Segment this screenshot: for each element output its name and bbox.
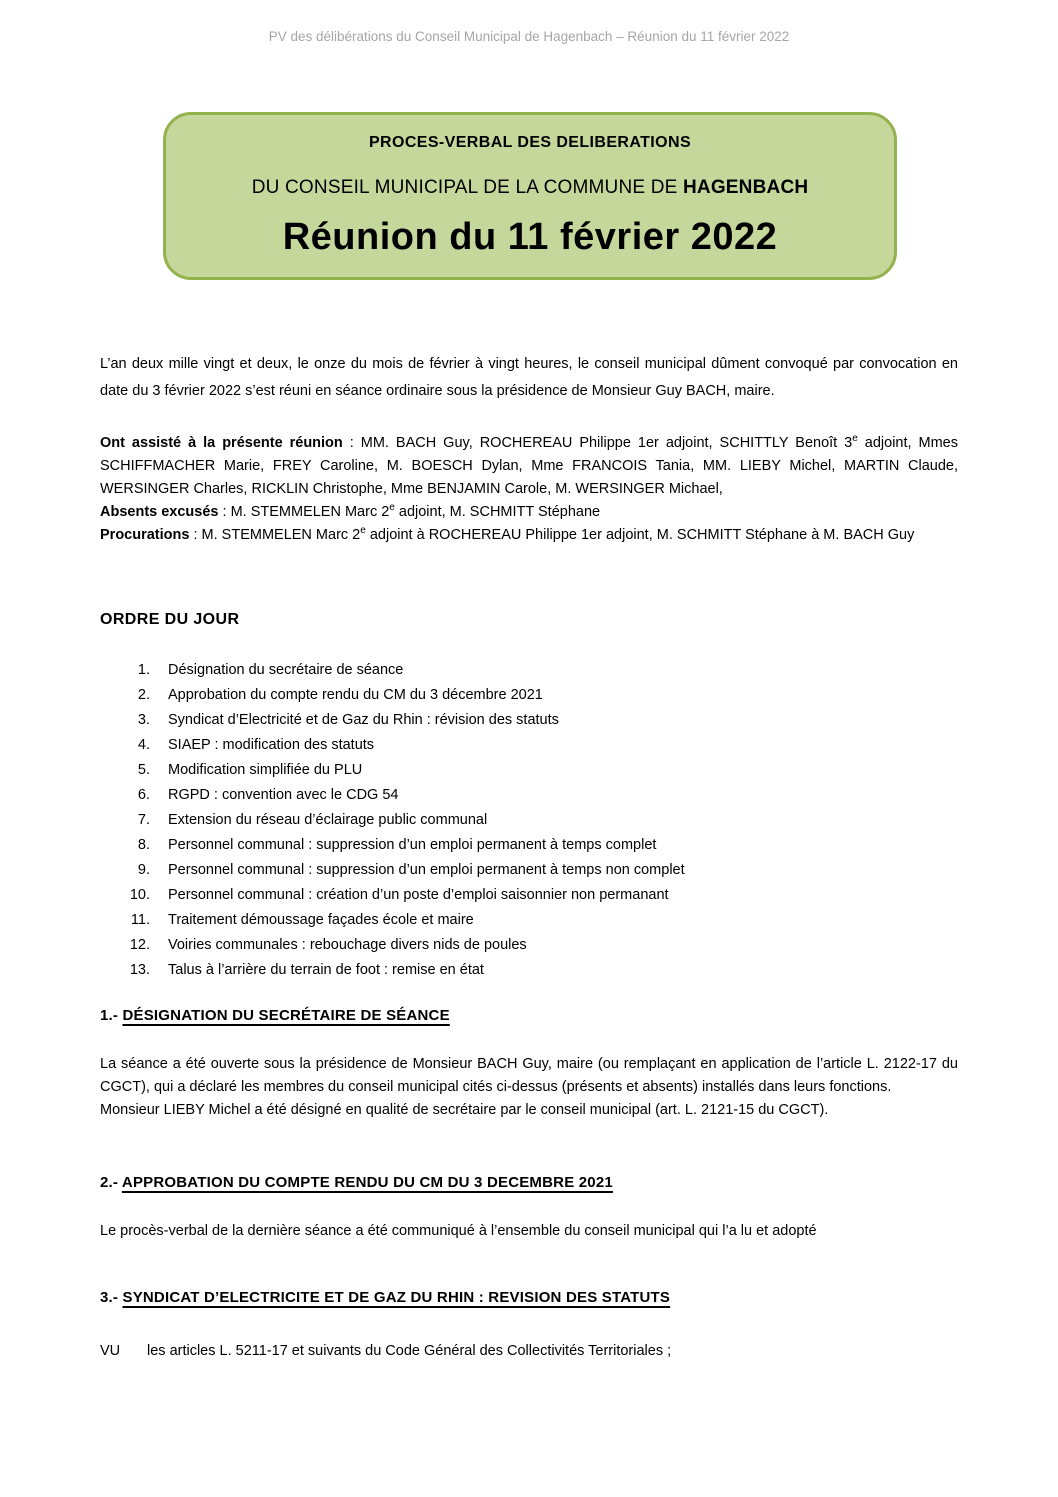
section-1-heading bbox=[100, 1006, 958, 1026]
agenda-item-text: Personnel communal : création d’un poste d’emploi saisonnier non permanant bbox=[168, 887, 669, 903]
present-label: Ont assisté à la présente réunion bbox=[100, 435, 343, 451]
section-3-title: SYNDICAT D’ELECTRICITE ET DE GAZ DU RHIN : REVISION DES STATUTS bbox=[122, 1289, 671, 1306]
agenda-item bbox=[100, 858, 958, 883]
agenda-item-text: Talus à l’arrière du terrain de foot : remise en état bbox=[168, 962, 484, 978]
agenda-item bbox=[100, 883, 958, 908]
section-1-paragraph-1: La séance a été ouverte sous la présidence de Monsieur BACH Guy, maire (ou remplaçant en application de l’article L. 2122-17 du CGCT), qui a déclaré les membres du conseil municipal cités ci-dessus (présents et absents) installés dans leurs fonctions. bbox=[100, 1056, 958, 1095]
vu-line bbox=[100, 1340, 958, 1363]
section-2-number: 2.- bbox=[100, 1174, 119, 1191]
vu-label: VU bbox=[100, 1343, 121, 1359]
agenda-item-number: 4. bbox=[137, 737, 150, 753]
present-names-continued: adjoint, Mmes SCHIFFMACHER Marie, FREY Caroline, M. BOESCH Dylan, Mme FRANCOIS Tania, MM. LIEBY Michel, MARTIN Claude, WERSINGER Charles, RICKLIN Christophe, Mme BENJAMIN Carole, M. WERSINGER Michael, bbox=[100, 435, 958, 497]
agenda-item bbox=[100, 708, 958, 733]
procurations-names: M. STEMMELEN Marc 2 bbox=[201, 527, 361, 543]
page-header: PV des délibérations du Conseil Municipal de Hagenbach – Réunion du 11 février 2022 bbox=[268, 29, 790, 44]
agenda-item-text: Syndicat d’Electricité et de Gaz du Rhin : révision des statuts bbox=[168, 712, 559, 728]
procurations-superscript: e bbox=[360, 525, 366, 537]
section-1-number: 1.- bbox=[100, 1007, 119, 1024]
agenda-item bbox=[100, 833, 958, 858]
procurations-label: Procurations bbox=[100, 527, 190, 543]
document-content bbox=[100, 351, 958, 1363]
title-box-line2-commune: DU CONSEIL MUNICIPAL DE LA COMMUNE DE bbox=[251, 177, 683, 198]
section-3-number: 3.- bbox=[100, 1289, 119, 1306]
title-box-line2 bbox=[186, 177, 874, 199]
present-names: MM. BACH Guy, ROCHEREAU Philippe 1er adjoint, SCHITTLY Benoît 3 bbox=[360, 435, 853, 451]
agenda-item-number: 5. bbox=[137, 762, 150, 778]
absents-superscript: e bbox=[389, 502, 395, 514]
agenda-item-number: 10. bbox=[129, 887, 150, 903]
section-2-title: APPROBATION DU COMPTE RENDU DU CM DU 3 DECEMBRE 2021 bbox=[121, 1174, 613, 1191]
absents-label: Absents excusés bbox=[100, 504, 219, 520]
absents-names: M. STEMMELEN Marc 2 bbox=[230, 504, 390, 520]
agenda-item bbox=[100, 933, 958, 958]
agenda-heading: ORDRE DU JOUR bbox=[100, 611, 240, 628]
procurations-separator: : bbox=[189, 527, 202, 543]
agenda-item bbox=[100, 658, 958, 683]
agenda-item-number: 11. bbox=[130, 912, 150, 928]
agenda-item-number: 7. bbox=[137, 812, 150, 828]
absents-names-continued: adjoint, M. SCHMITT Stéphane bbox=[394, 504, 601, 520]
agenda-item-text: Traitement démoussage façades école et maire bbox=[168, 912, 474, 928]
agenda-item-text: SIAEP : modification des statuts bbox=[168, 737, 375, 753]
intro-paragraph: L’an deux mille vingt et deux, le onze du mois de février à vingt heures, le conseil municipal dûment convoqué par convocation en date du 3 février 2022 s’est réuni en séance ordinaire sous la présidence de Monsieur Guy BACH, maire. bbox=[100, 356, 958, 399]
procurations-names-continued: adjoint à ROCHEREAU Philippe 1er adjoint, M. SCHMITT Stéphane à M. BACH Guy bbox=[365, 527, 915, 543]
agenda-item-number: 6. bbox=[137, 787, 150, 803]
agenda-item bbox=[100, 783, 958, 808]
agenda-item-number: 12. bbox=[129, 937, 150, 953]
title-box bbox=[163, 112, 897, 280]
section-1-paragraph-2: Monsieur LIEBY Michel a été désigné en qualité de secrétaire par le conseil municipal (art. L. 2121-15 du CGCT). bbox=[100, 1102, 829, 1118]
agenda-item-text: Voiries communales : rebouchage divers nids de poules bbox=[168, 937, 527, 953]
absents-separator: : bbox=[218, 504, 231, 520]
attendance-block bbox=[100, 432, 958, 547]
agenda-item bbox=[100, 733, 958, 758]
agenda-list bbox=[100, 658, 958, 983]
agenda-item-number: 13. bbox=[129, 962, 150, 978]
agenda-item-text: RGPD : convention avec le CDG 54 bbox=[168, 787, 399, 803]
agenda-item-text: Personnel communal : suppression d’un emploi permanent à temps non complet bbox=[168, 862, 685, 878]
section-2-heading bbox=[100, 1173, 958, 1193]
present-separator: : bbox=[342, 435, 361, 451]
agenda-item-text: Modification simplifiée du PLU bbox=[168, 762, 363, 778]
vu-text: les articles L. 5211-17 et suivants du Code Général des Collectivités Territoriales ; bbox=[147, 1343, 672, 1359]
agenda-item-number: 9. bbox=[137, 862, 150, 878]
agenda-item-number: 8. bbox=[137, 837, 150, 853]
present-superscript: e bbox=[852, 433, 858, 445]
agenda-item-text: Désignation du secrétaire de séance bbox=[168, 662, 404, 678]
agenda-item bbox=[100, 908, 958, 933]
agenda-item-number: 1. bbox=[137, 662, 150, 678]
agenda-item bbox=[100, 758, 958, 783]
agenda-item bbox=[100, 808, 958, 833]
agenda-item bbox=[100, 683, 958, 708]
section-1-title: DÉSIGNATION DU SECRÉTAIRE DE SÉANCE bbox=[122, 1007, 450, 1024]
title-box-line1: PROCES-VERBAL DES DELIBERATIONS bbox=[368, 134, 692, 151]
title-box-meeting-date: Réunion du 11 février 2022 bbox=[282, 216, 778, 258]
agenda-item-text: Approbation du compte rendu du CM du 3 décembre 2021 bbox=[168, 687, 543, 703]
agenda-item bbox=[100, 958, 958, 983]
agenda-item-number: 2. bbox=[137, 687, 150, 703]
agenda-item-number: 3. bbox=[137, 712, 150, 728]
section-3-heading bbox=[100, 1288, 958, 1308]
agenda-item-text: Extension du réseau d’éclairage public communal bbox=[168, 812, 488, 828]
title-box-line2-city: HAGENBACH bbox=[682, 177, 809, 198]
agenda-item-text: Personnel communal : suppression d’un emploi permanent à temps complet bbox=[168, 837, 657, 853]
section-2-paragraph: Le procès-verbal de la dernière séance a été communiqué à l’ensemble du conseil municipal qui l’a lu et adopté bbox=[100, 1223, 817, 1239]
